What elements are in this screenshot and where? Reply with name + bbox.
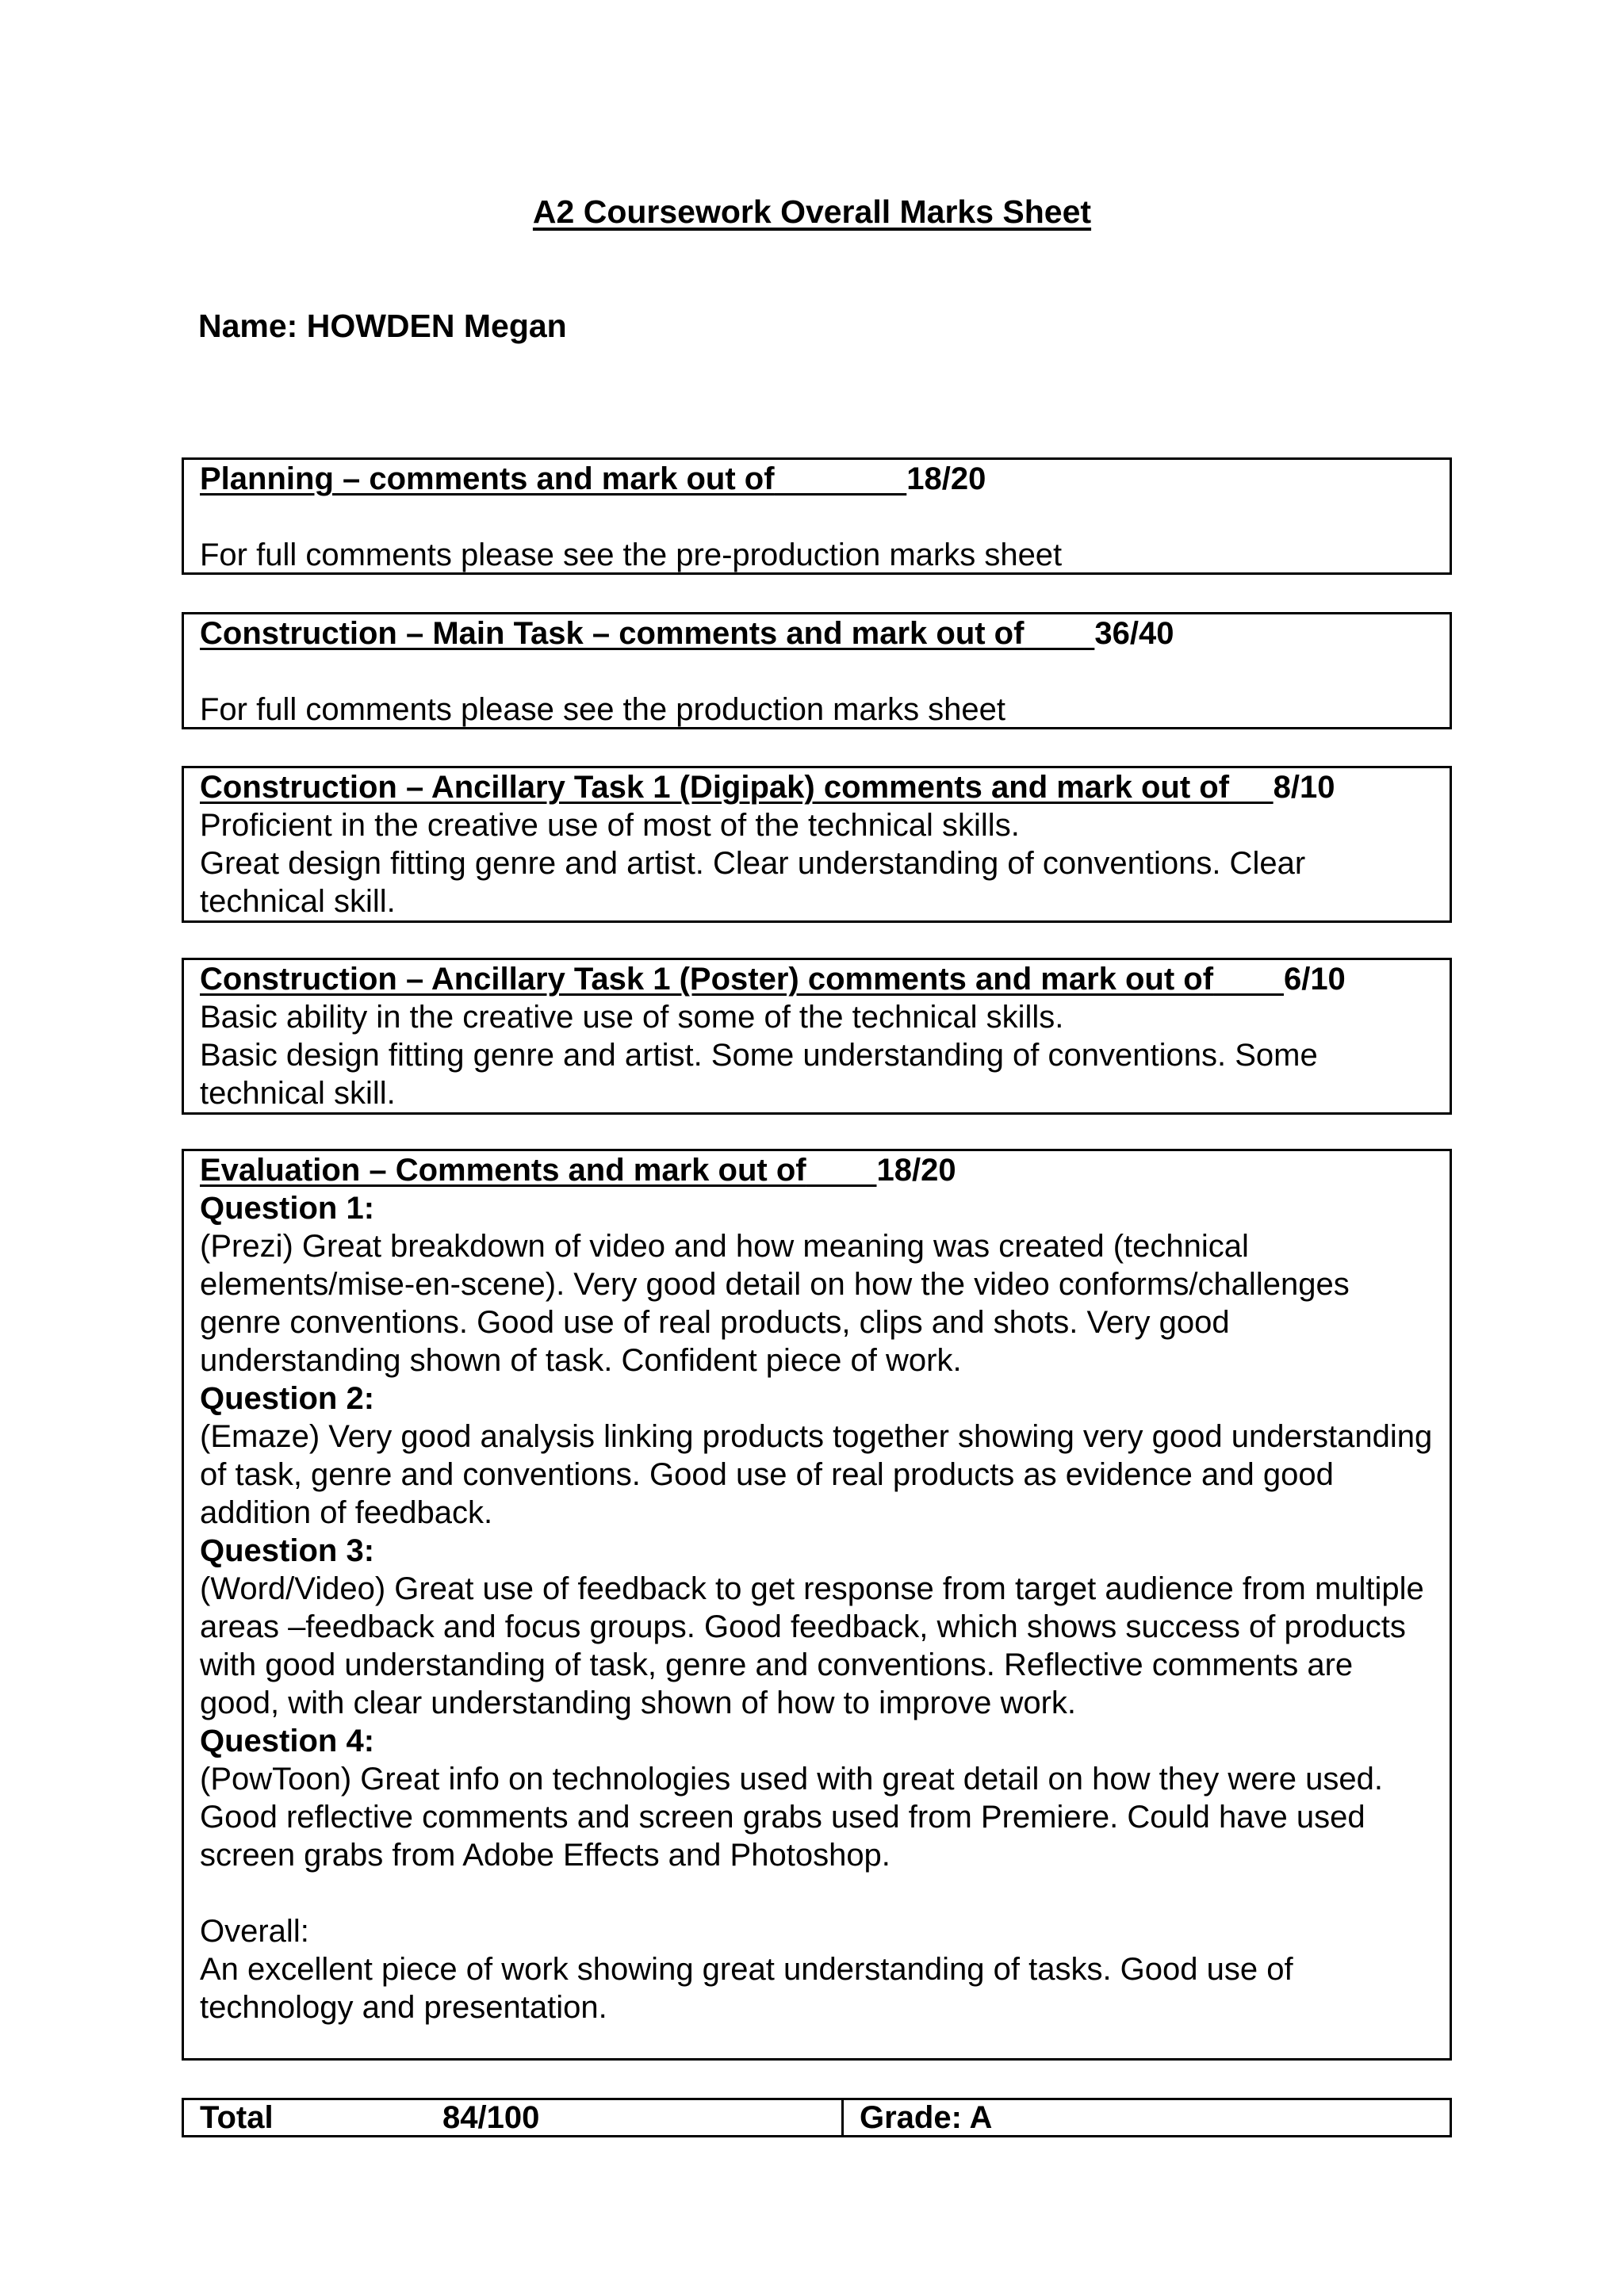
planning-heading <box>200 460 1434 498</box>
planning-section <box>182 457 1452 575</box>
evaluation-mark: 18/20 <box>876 1153 956 1188</box>
question-3-comment: (Word/Video) Great use of feedback to get response from target audience from multiple areas –feedback and focus groups. Good feedback, which shows success of products with good understanding of task, genre and conventions. Reflective comments are good, with clear understanding shown of how to improve work. <box>200 1571 1424 1720</box>
total-row <box>182 2098 1452 2137</box>
total-cell <box>184 2100 844 2135</box>
poster-comment-line1: Basic ability in the creative use of some of the technical skills. <box>200 1000 1064 1035</box>
question-2-comment: (Emaze) Very good analysis linking products together showing very good understanding of task, genre and conventions. Good use of real products as evidence and good addition of feedback. <box>200 1419 1433 1530</box>
poster-heading-text: Construction – Ancillary Task 1 (Poster) comments and mark out of <box>200 962 1214 997</box>
poster-mark: 6/10 <box>1283 962 1346 997</box>
question-4-comment: (PowToon) Great info on technologies used with great detail on how they were used. Good reflective comments and screen grabs used from Premiere. Could have used screen grabs from Adobe Effects and Photoshop. <box>200 1762 1383 1873</box>
question-1-comment: (Prezi) Great breakdown of video and how meaning was created (technical elements/mise-en-scene). Very good detail on how the video conforms/challenges genre conventions. Good use of real products, clips and shots. Very good understanding shown of task. Confident piece of work. <box>200 1229 1350 1378</box>
total-value: 84/100 <box>442 2100 540 2135</box>
question-4-label: Question 4: <box>200 1724 375 1758</box>
total-label: Total <box>200 2100 274 2135</box>
grade-cell: Grade: A <box>860 2100 993 2135</box>
planning-mark: 18/20 <box>906 461 986 496</box>
question-2-label: Question 2: <box>200 1381 375 1416</box>
overall-label: Overall: <box>200 1914 309 1949</box>
poster-section <box>182 958 1452 1115</box>
planning-heading-text: Planning – comments and mark out of <box>200 461 775 496</box>
student-name: Name: HOWDEN Megan <box>198 308 567 344</box>
poster-comment-line2: Basic design fitting genre and artist. Some understanding of conventions. Some technical skill. <box>200 1038 1318 1111</box>
digipak-heading-text: Construction – Ancillary Task 1 (Digipak) comments and mark out of <box>200 770 1230 805</box>
digipak-comment-line1: Proficient in the creative use of most of the technical skills. <box>200 808 1020 843</box>
question-3-label: Question 3: <box>200 1533 375 1568</box>
main-task-heading-text: Construction – Main Task – comments and mark out of <box>200 616 1025 651</box>
poster-heading <box>200 960 1434 998</box>
main-task-mark: 36/40 <box>1094 616 1174 651</box>
main-task-section <box>182 612 1452 729</box>
digipak-mark: 8/10 <box>1273 770 1335 805</box>
digipak-heading <box>200 768 1434 806</box>
evaluation-heading <box>200 1151 1434 1189</box>
page-title: A2 Coursework Overall Marks Sheet <box>532 193 1092 230</box>
overall-comment: An excellent piece of work showing great understanding of tasks. Good use of technology and presentation. <box>200 1952 1293 2025</box>
evaluation-section <box>182 1149 1452 2061</box>
digipak-comment-line2: Great design fitting genre and artist. Clear understanding of conventions. Clear technical skill. <box>200 846 1306 919</box>
main-task-comment: For full comments please see the production marks sheet <box>200 692 1006 727</box>
digipak-section <box>182 766 1452 923</box>
evaluation-heading-text: Evaluation – Comments and mark out of <box>200 1153 806 1188</box>
main-task-heading <box>200 614 1434 652</box>
question-1-label: Question 1: <box>200 1191 375 1226</box>
planning-comment: For full comments please see the pre-production marks sheet <box>200 538 1063 572</box>
